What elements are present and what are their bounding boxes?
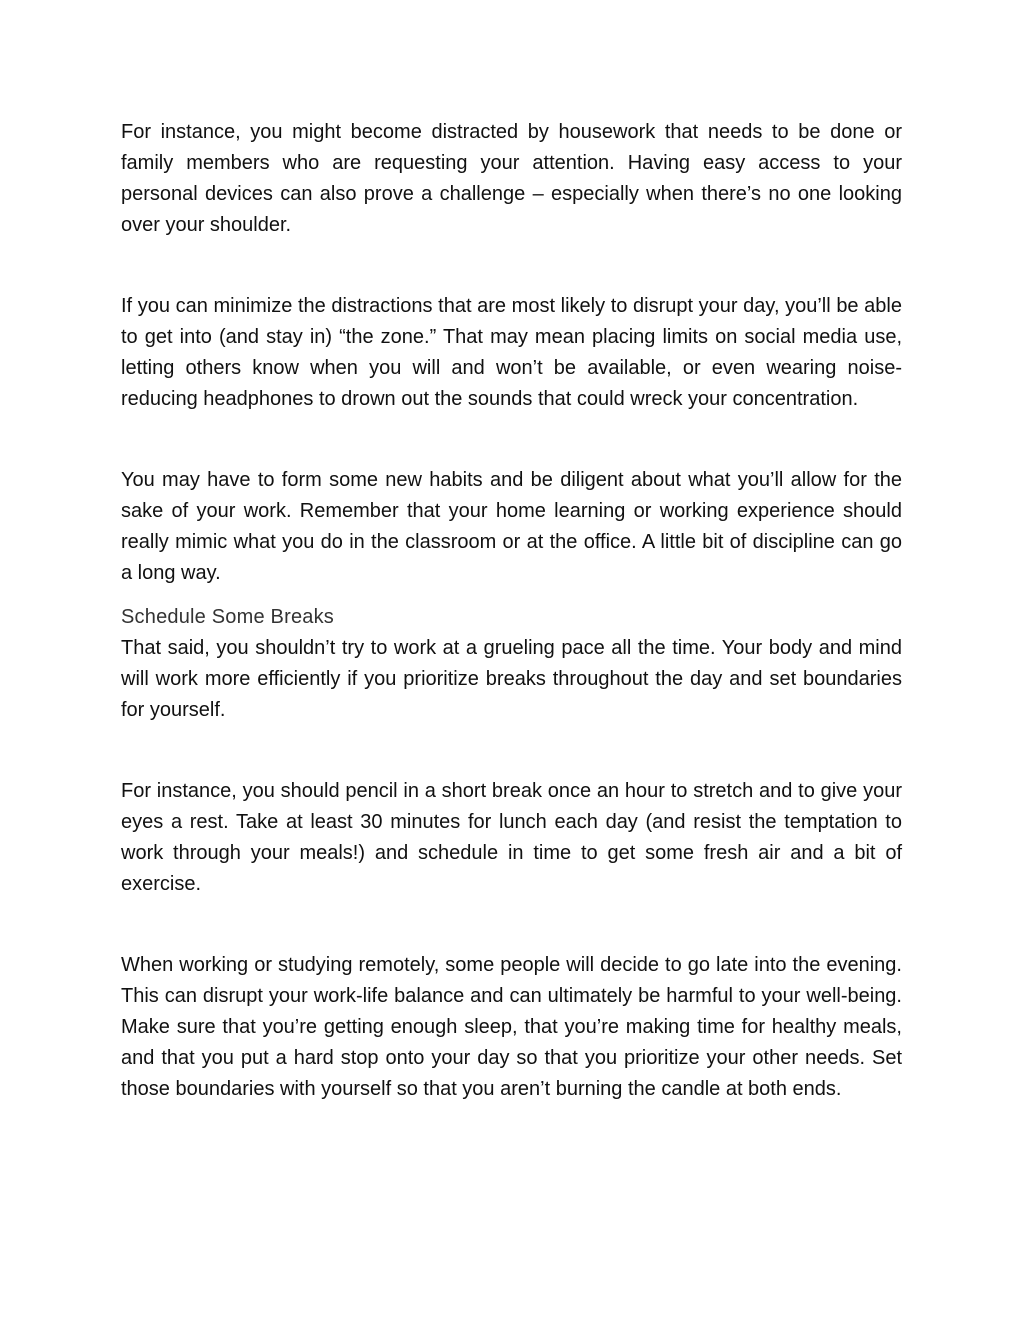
document-page <box>121 117 902 1105</box>
paragraph-minimize-distractions: If you can minimize the distractions that are most likely to disrupt your day, you’ll be able to get into (and stay in) “the zone.” That may mean placing limits on social media use, letting others know when you will and won’t be available, or even wearing noise-reducing headphones to drown out the sounds that could wreck your concentration. <box>121 295 902 410</box>
paragraph-break-examples: For instance, you should pencil in a short break once an hour to stretch and to give your eyes a rest. Take at least 30 minutes for lunch each day (and resist the temptation to work through your meals!) and schedule in time to get some fresh air and a bit of exercise. <box>121 780 902 895</box>
paragraph-breaks-intro: That said, you shouldn’t try to work at a grueling pace all the time. Your body and mind will work more efficiently if you prioritize breaks throughout the day and set boundaries for yourself. <box>121 637 902 721</box>
paragraph-new-habits: You may have to form some new habits and be diligent about what you’ll allow for the sake of your work. Remember that your home learning or working experience should really mimic what you do in the classroom or at the office. A little bit of discipline can go a long way. <box>121 469 902 584</box>
paragraph-distractions-examples: For instance, you might become distracted by housework that needs to be done or family members who are requesting your attention. Having easy access to your personal devices can also prove a challenge – especially when there’s no one looking over your shoulder. <box>121 121 902 236</box>
paragraph-boundaries: When working or studying remotely, some people will decide to go late into the evening. This can disrupt your work-life balance and can ultimately be harmful to your well-being. Make sure that you’re getting enough sleep, that you’re making time for healthy meals, and that you put a hard stop onto your day so that you prioritize your other needs. Set those boundaries with yourself so that you aren’t burning the candle at both ends. <box>121 954 902 1100</box>
section-heading: Schedule Some Breaks <box>121 606 335 628</box>
